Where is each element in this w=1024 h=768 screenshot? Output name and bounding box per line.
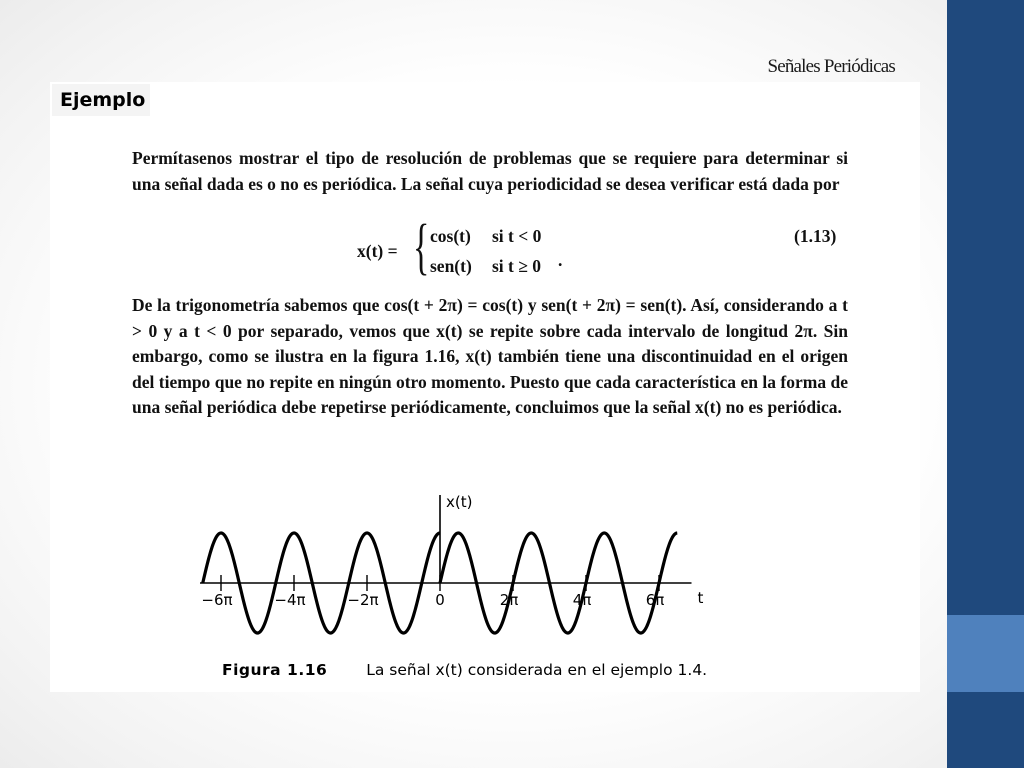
x-tick-label: −2π (347, 591, 379, 609)
x-axis-label: t (697, 589, 704, 607)
x-tick-label: 6π (645, 591, 665, 609)
equation-lhs: x(t) = (357, 241, 398, 261)
y-axis-label: x(t) (446, 493, 473, 511)
equation-case-sen: sen(t) (430, 256, 472, 276)
x-tick-label: −4π (274, 591, 306, 609)
paragraph-explanation: De la trigonometría sabemos que cos(t + 2π) = cos(t) y sen(t + 2π) = sen(t). Así, considerando a t > 0 y a t < 0 por separado, vemos que x(t) se repite sobre cada intervalo de longitud 2π. Sin embargo, como se ilustra en la figura 1.16, x(t) también tiene una discontinuidad en el origen del tiempo que no repite en ningún otro momento. Puesto que cada característica en la forma de una señal periódica debe repetirse periódicamente, concluimos que la señal x(t) no es periódica. (132, 295, 848, 417)
equation-case-cos: cos(t) (430, 226, 471, 246)
slide-title: Señales Periódicas (767, 56, 895, 77)
caption-text: La señal x(t) considerada en el ejemplo 1.4. (366, 661, 708, 679)
x-tick-label: −6π (201, 591, 233, 609)
x-tick-label: 4π (572, 591, 592, 609)
equation-cond-nonnegative: si t ≥ 0 (492, 256, 541, 276)
equation-cond-negative: si t < 0 (492, 226, 542, 246)
equation-period: . (558, 250, 563, 270)
equation-brace: { (413, 213, 430, 281)
caption-label: Figura 1.16 (222, 661, 328, 679)
paragraph-intro: Permítasenos mostrar el tipo de resolución de problemas que se requiere para determinar si una señal dada es o no es periódica. La señal cuya periodicidad se desea verificar está dada por (132, 148, 848, 194)
example-heading: Ejemplo (52, 84, 150, 116)
scanned-page (50, 82, 920, 692)
equation-1-13 (50, 213, 920, 286)
x-tick-label: 0 (435, 591, 445, 609)
figure-caption (222, 661, 707, 679)
figure-1-16-plot (200, 487, 720, 657)
equation-number: (1.13) (794, 226, 837, 246)
x-tick-label: 2π (499, 591, 519, 609)
sidebar-accent-block (947, 615, 1024, 692)
